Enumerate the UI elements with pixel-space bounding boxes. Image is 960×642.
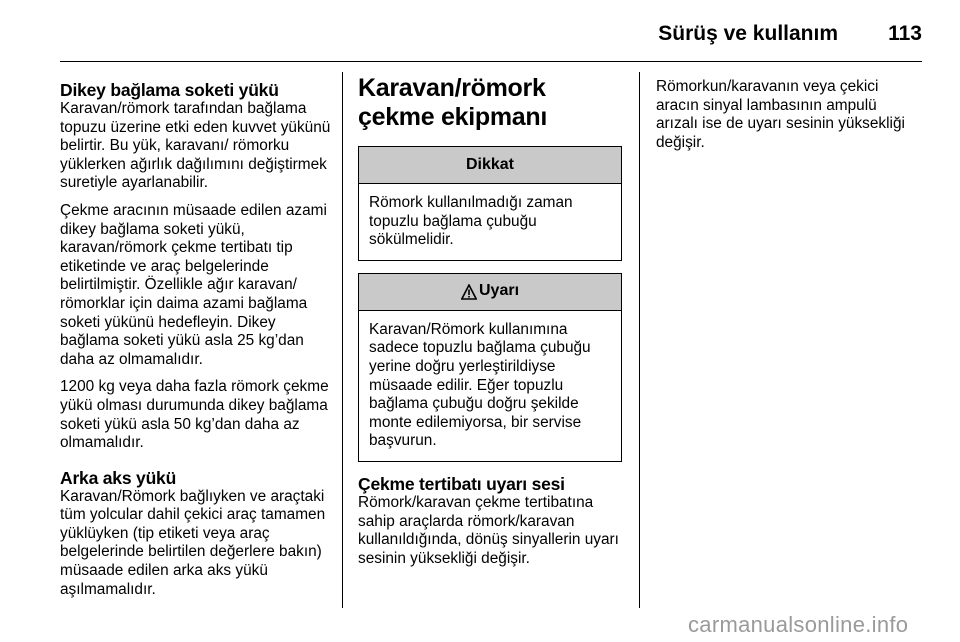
column-3 <box>656 78 922 161</box>
section-title-uyari-sesi: Çekme tertibatı uyarı sesi <box>358 473 565 494</box>
column-2 <box>358 74 622 577</box>
warning-box-header <box>359 274 621 311</box>
warning-box-title: Uyarı <box>478 282 520 300</box>
warning-box-body: Karavan/Römork kullanımına sadece topuzlu bağlama çubuğu yerine doğru yerleştirildiyse müsaade edilir. Eğer topuzlu bağlama çubuğu doğru şekilde monte edilemiyorsa, bir servise başvurun. <box>369 320 591 450</box>
section-title-dikey: Dikey bağlama soketi yükü <box>60 80 279 100</box>
header-divider <box>60 61 922 62</box>
page-number: 113 <box>888 22 922 45</box>
section-title-arka-aks: Arka aks yükü <box>60 467 177 488</box>
paragraph: 1200 kg veya daha fazla römork çekme yükü olması durumunda dikey bağlama soketi yükü asla 50 kg’dan daha az olmamalıdır. <box>60 378 329 452</box>
paragraph: Karavan/Römork bağlıyken ve araçtaki tüm yolcular dahil çekici araç tamamen yüklüyken (tip etiketi veya araç belgelerinde belirtilen değerlere bakın) müsaade edilen arka aks yükü aşılmamalıdır. <box>60 487 326 598</box>
page-header <box>60 22 922 50</box>
column-divider-2 <box>639 72 640 608</box>
caution-box-header <box>359 147 621 184</box>
paragraph: Çekme aracının müsaade edilen azami dikey bağlama soketi yükü, karavan/römork çekme tertibatı tip etiketinde ve araç belgelerinde belirtilmiştir. Özellikle ağır karavan/ römorklar için daima azami bağlama soketi yükünü hedefleyin. Dikey bağlama soketi yükü asla 25 kg’dan daha az olmamalıdır. <box>60 201 327 368</box>
main-heading: Karavan/römork çekme ekipmanı <box>358 74 547 131</box>
column-divider-1 <box>342 72 343 608</box>
warning-triangle-icon <box>461 284 477 300</box>
warning-box <box>358 273 622 462</box>
caution-box-title: Dikkat <box>465 155 515 173</box>
watermark: carmanualsonline.info <box>688 612 909 637</box>
paragraph: Karavan/römork tarafından bağlama topuzu üzerine etki eden kuvvet yükünü belirtir. Bu yük, karavanı/ römorku yüklerken ağırlık dağılımını değiştirmek suretiyle ayarlanabilir. <box>60 100 331 192</box>
paragraph: Römorkun/karavanın veya çekici aracın sinyal lambasının ampulü arızalı ise de uyarı sesinin yüksekliği değişir. <box>656 78 905 151</box>
caution-box-body: Römork kullanılmadığı zaman topuzlu bağlama çubuğu sökülmelidir. <box>369 194 573 249</box>
paragraph: Römork/karavan çekme tertibatına sahip araçlarda römork/karavan kullanıldığında, dönüş sinyallerin uyarı sesinin yüksekliği değişir. <box>358 493 619 567</box>
page-header-title: Sürüş ve kullanım <box>658 22 838 45</box>
caution-box <box>358 146 622 261</box>
column-1 <box>60 80 332 608</box>
